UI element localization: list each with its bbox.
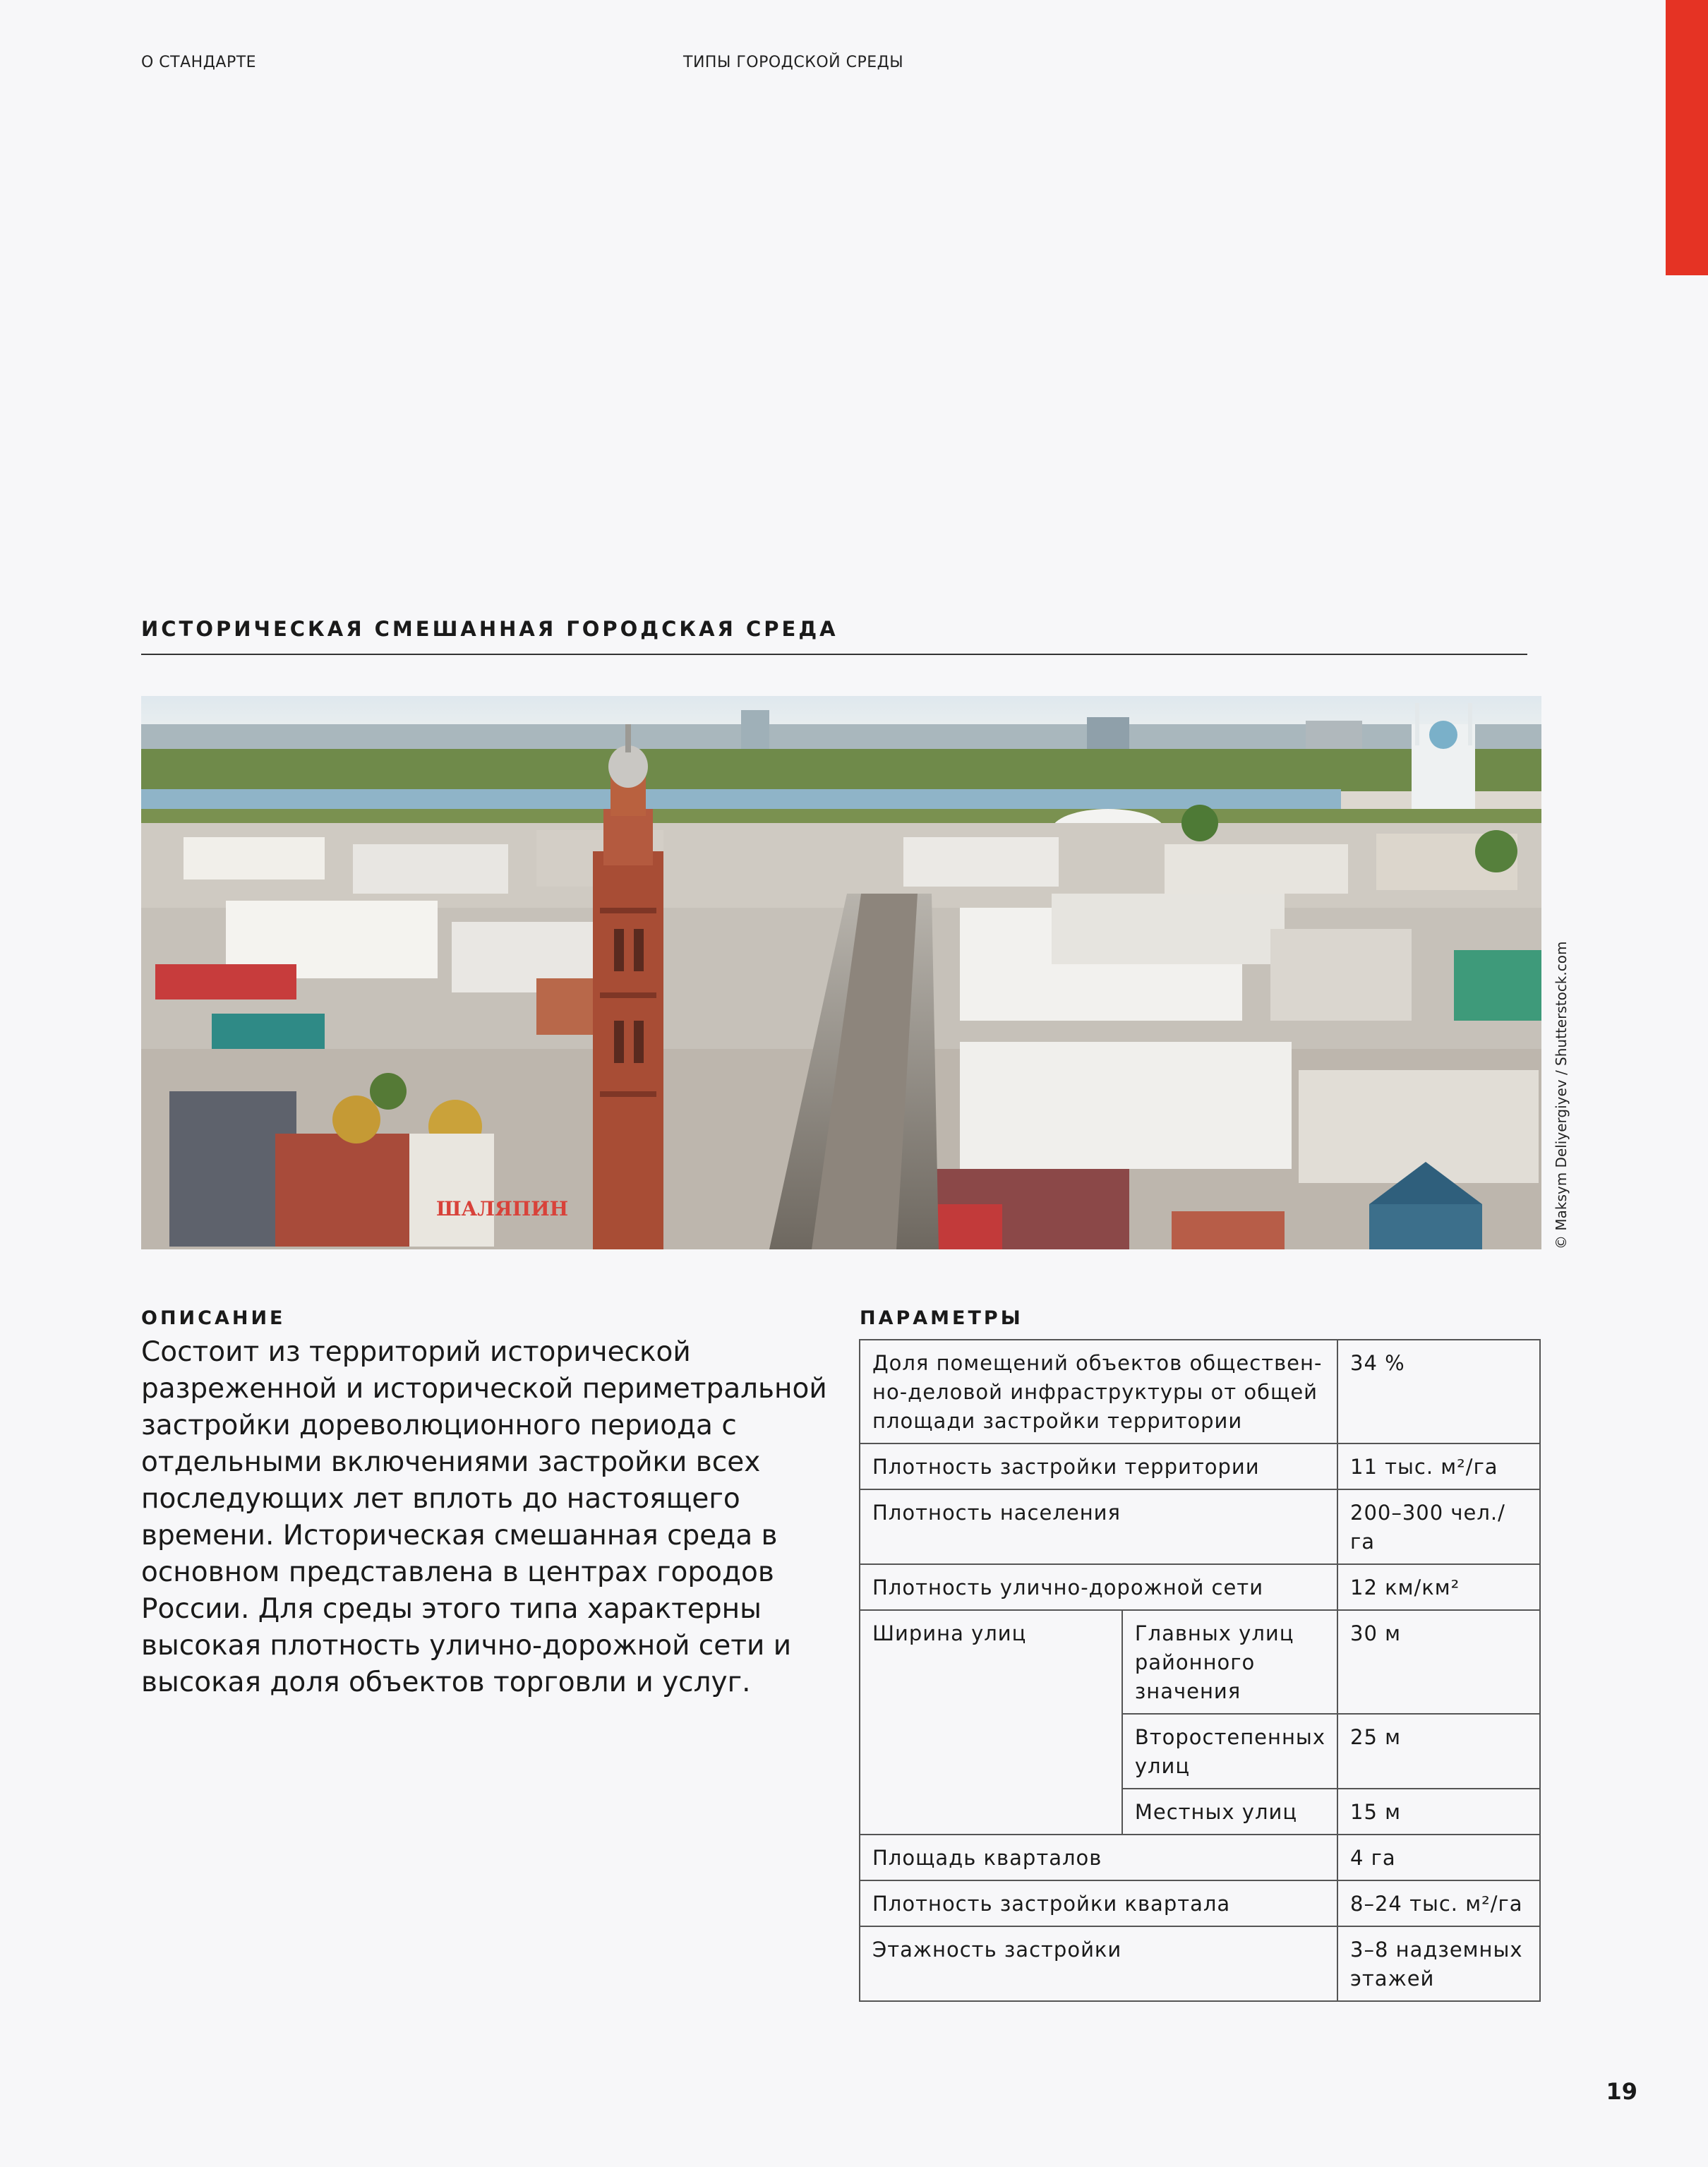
city-panorama-photo [141, 696, 1541, 1249]
param-label: Плотность застройки территории [860, 1443, 1337, 1489]
param-value: 11 тыс. м²/га [1337, 1443, 1540, 1489]
param-value: 25 м [1337, 1714, 1540, 1789]
param-value: 12 км/км² [1337, 1564, 1540, 1610]
param-value: 34 % [1337, 1340, 1540, 1443]
param-label: Доля помещений объектов общественно-деловой инфраструктуры от общей площади застройки территории [860, 1340, 1337, 1443]
param-value: 3–8 надземных этажей [1337, 1926, 1540, 2001]
table-row [860, 1926, 1540, 2001]
description-text: Состоит из территорий исторической разреженной и исторической периметральной застройки дореволюционного периода с отдельными включениями застройки всех последующих лет вплоть до настоящего времени. Историческая смешанная среда в основном представлена в центрах городов России. Для среды этого типа характерны высокая плотность улично-дорожной сети и высокая доля объектов торговли и услуг. [141, 1336, 827, 1698]
description-heading: ОПИСАНИЕ [141, 1307, 286, 1329]
param-label: Плотность застройки квартала [860, 1880, 1337, 1926]
parameters-heading: ПАРАМЕТРЫ [860, 1307, 1023, 1329]
param-label-street-width: Ширина улиц [860, 1610, 1122, 1835]
param-sublabel: Местных улиц [1122, 1789, 1337, 1835]
hotel-sign-text: ШАЛЯПИН [436, 1197, 569, 1220]
table-row [860, 1835, 1540, 1880]
param-label: Этажность застройки [860, 1926, 1337, 2001]
param-value: 200–300 чел./га [1337, 1489, 1540, 1564]
param-value: 8–24 тыс. м²/га [1337, 1880, 1540, 1926]
param-sublabel: Второстепенных улиц [1122, 1714, 1337, 1789]
parameters-table [859, 1339, 1541, 2002]
table-row [860, 1443, 1540, 1489]
running-header-left: О СТАНДАРТЕ [141, 54, 257, 71]
param-label: Площадь кварталов [860, 1835, 1337, 1880]
param-label: Плотность населения [860, 1489, 1337, 1564]
table-row [860, 1340, 1540, 1443]
param-value: 4 га [1337, 1835, 1540, 1880]
param-label: Плотность улично-дорожной сети [860, 1564, 1337, 1610]
table-row [860, 1489, 1540, 1564]
photo-credit: © Maksym Deliyergiyev / Shutterstock.com [1553, 941, 1570, 1249]
table-row [860, 1880, 1540, 1926]
section-divider [141, 654, 1527, 655]
page-number: 19 [1606, 2078, 1637, 2105]
table-row [860, 1610, 1540, 1714]
param-value: 15 м [1337, 1789, 1540, 1835]
section-title: ИСТОРИЧЕСКАЯ СМЕШАННАЯ ГОРОДСКАЯ СРЕДА [141, 617, 838, 641]
param-sublabel: Главных улиц районного значения [1122, 1610, 1337, 1714]
table-row [860, 1564, 1540, 1610]
param-value: 30 м [1337, 1610, 1540, 1714]
running-header-center: ТИПЫ ГОРОДСКОЙ СРЕДЫ [683, 54, 904, 71]
section-color-tab [1666, 0, 1708, 275]
